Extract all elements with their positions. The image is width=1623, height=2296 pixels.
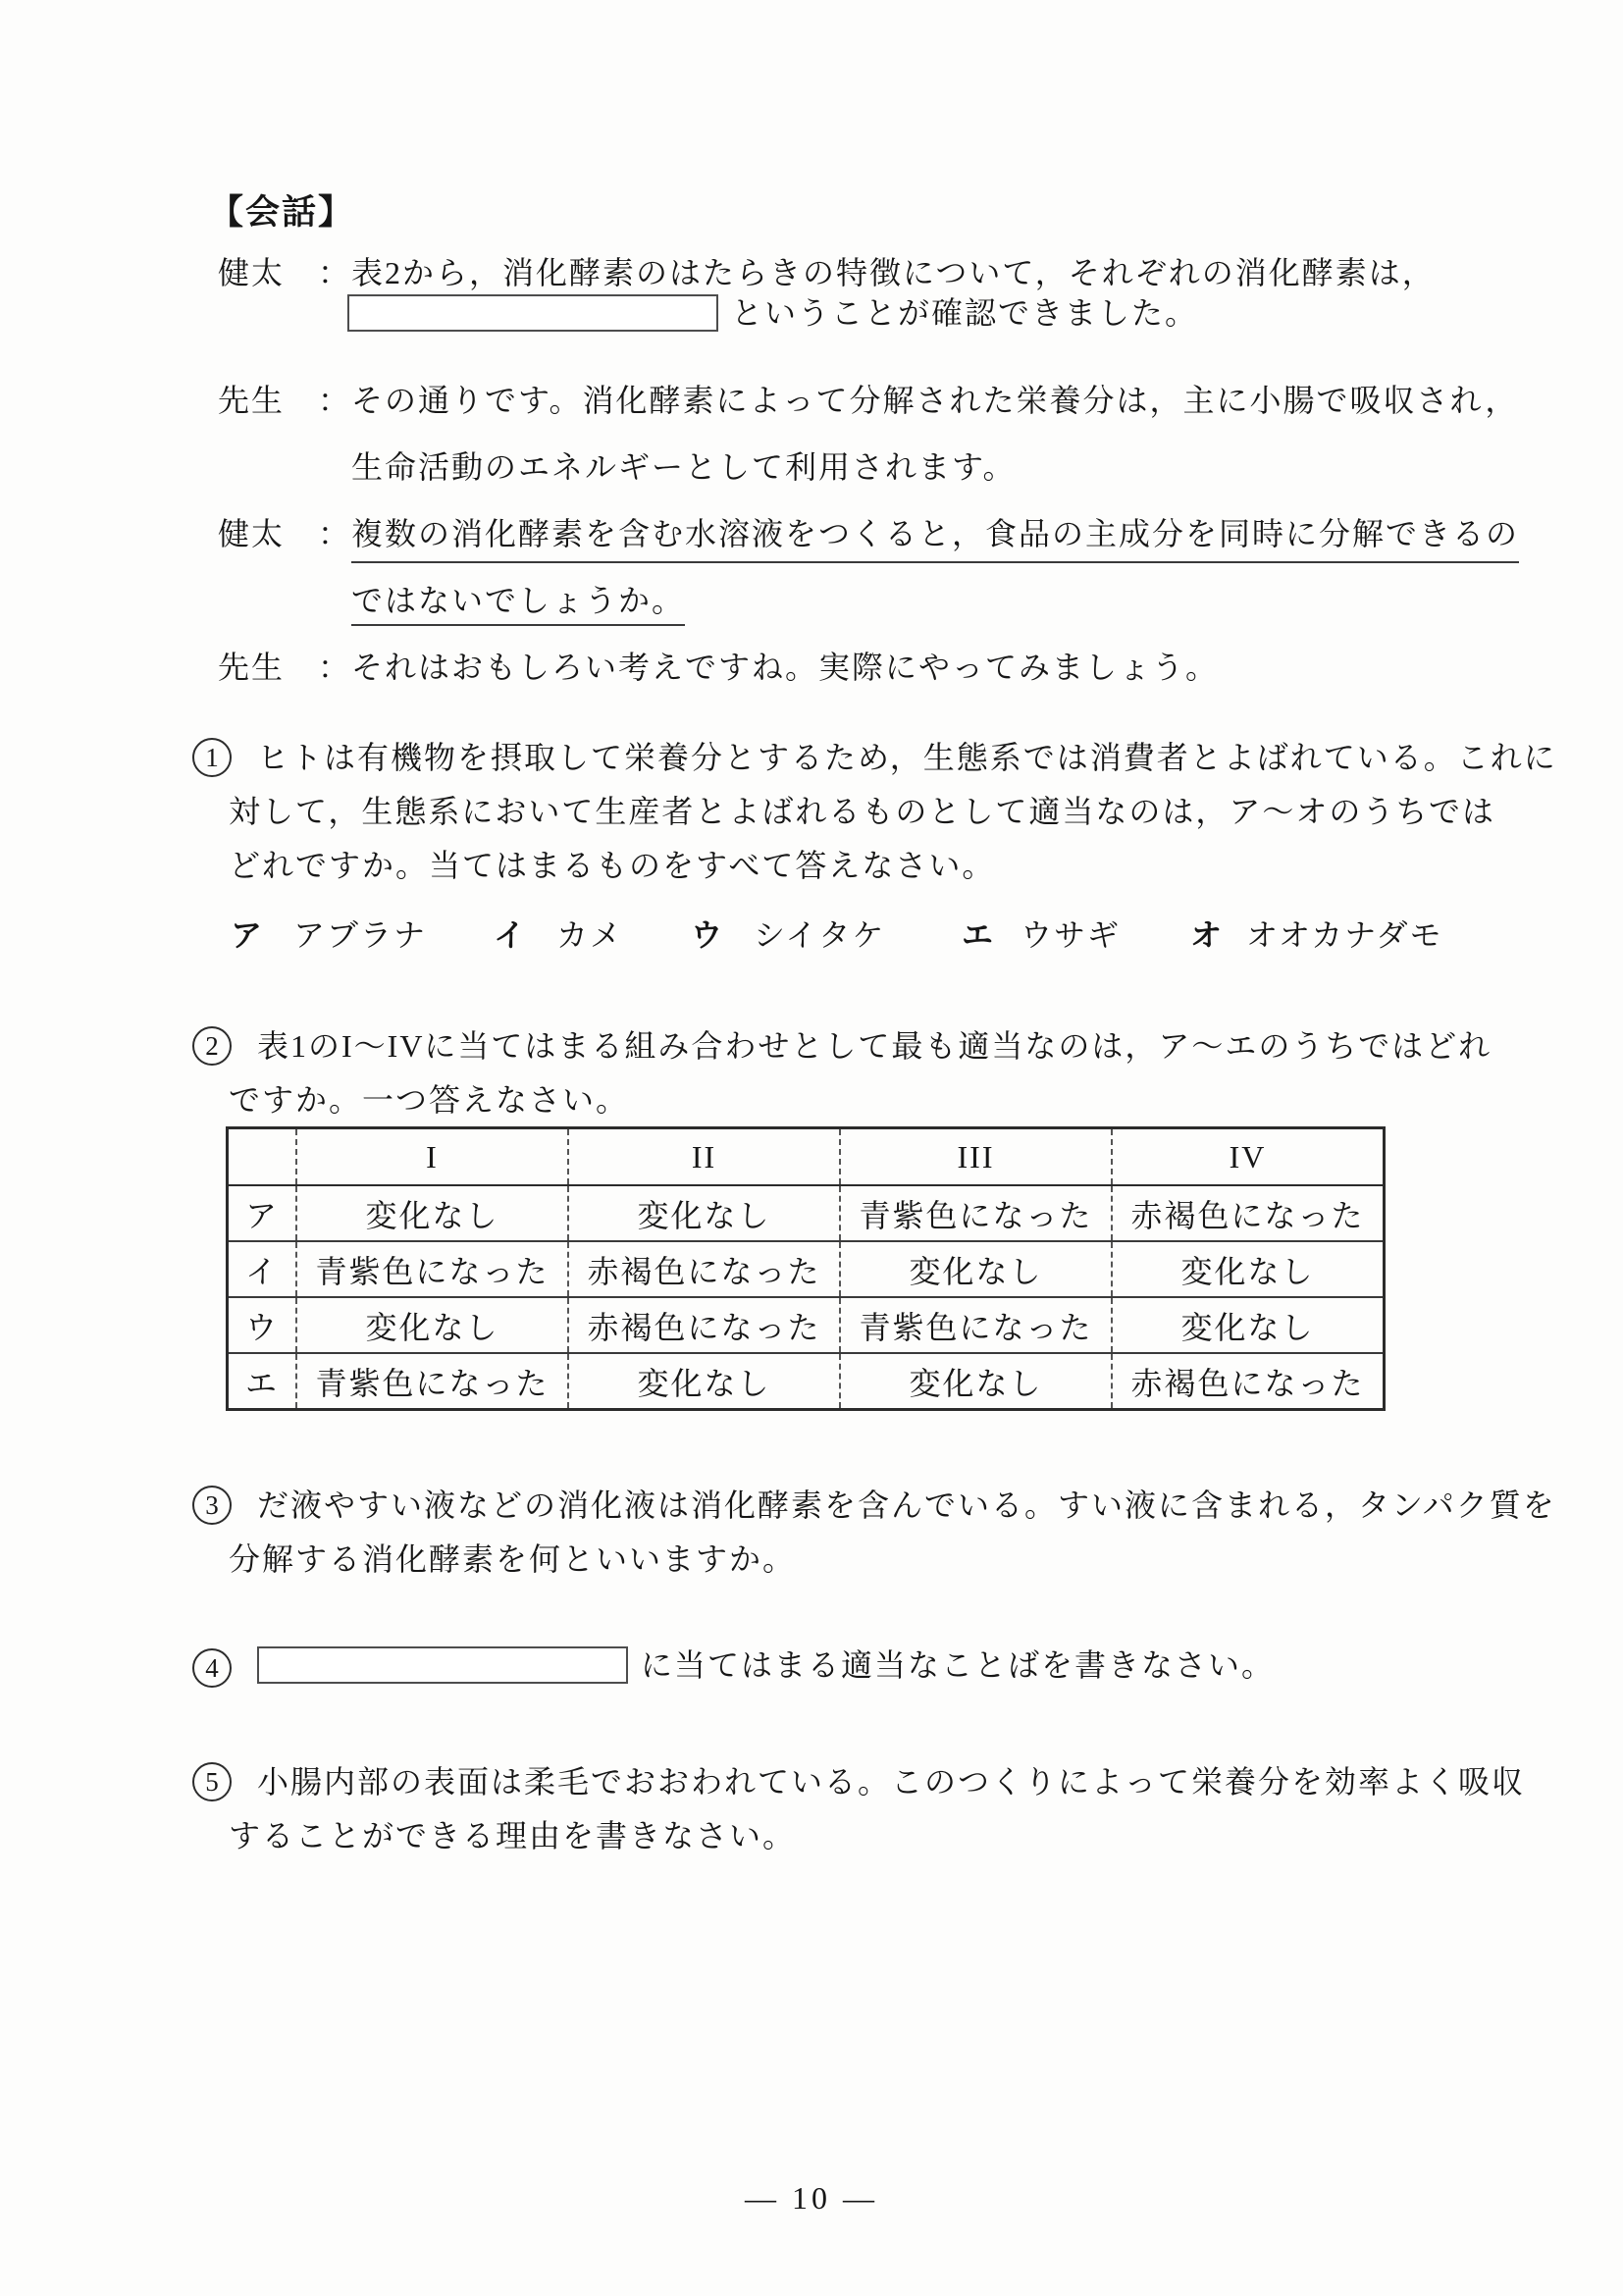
dialogue-continuation: 生命活動のエネルギーとして利用されます。 (351, 449, 1017, 485)
question-number: 4 (192, 1648, 232, 1688)
table-row-label: イ (228, 1241, 297, 1297)
page-number: — 10 — (745, 2180, 878, 2216)
choice-label: イ (494, 917, 528, 953)
question-text: どれですか。当てはまるものをすべて答えなさい。 (229, 848, 996, 883)
speaker-colon: ： (318, 383, 352, 418)
table-cell: 変化なし (568, 1353, 840, 1410)
table-cell: 変化なし (568, 1185, 840, 1241)
speaker-colon: ： (318, 650, 352, 685)
table-cell: 変化なし (1112, 1241, 1385, 1297)
q4-box-line (257, 1643, 1275, 1688)
table-col-header: I (296, 1128, 568, 1186)
table-cell: 青紫色になった (840, 1297, 1112, 1353)
table-col-header: II (568, 1128, 840, 1186)
speaker-colon: ： (318, 255, 352, 290)
table-row-label: ア (228, 1185, 297, 1241)
choice-label: ア (231, 917, 265, 953)
question-text: 分解する消化酵素を何といいますか。 (229, 1541, 797, 1577)
question-text: 対して，生態系において生産者とよばれるものとして適当なのは，ア～オのうちでは (229, 794, 1496, 829)
question-text: することができる理由を書きなさい。 (229, 1818, 797, 1853)
table-cell: 変化なし (1112, 1297, 1385, 1353)
table-header-row (228, 1128, 1385, 1186)
table-cell: 変化なし (296, 1185, 568, 1241)
speaker-name: 先生 (218, 650, 286, 685)
dialogue-continuation (351, 579, 685, 622)
dialogue-turn (218, 646, 1219, 689)
table-cell: 青紫色になった (296, 1353, 568, 1410)
answer-blank-box (257, 1646, 628, 1684)
table-row (228, 1297, 1385, 1353)
question-number: 3 (192, 1486, 232, 1525)
table-cell: 赤褐色になった (568, 1297, 840, 1353)
choice-text: オオカナダモ (1246, 917, 1443, 953)
dialogue-text: ということが確認できました。 (731, 295, 1199, 331)
speaker-colon: ： (318, 516, 352, 551)
dialogue-turn (218, 251, 1436, 294)
table-cell: 赤褐色になった (1112, 1353, 1385, 1410)
choice-text: アブラナ (293, 917, 428, 953)
question-number: 5 (192, 1762, 232, 1801)
question-text: 小腸内部の表面は柔毛でおおわれている。このつくりによって栄養分を効率よく吸収 (257, 1764, 1526, 1800)
table-row (228, 1241, 1385, 1297)
table-row-label: ウ (228, 1297, 297, 1353)
choice-label: オ (1190, 917, 1225, 953)
table-row-label: エ (228, 1353, 297, 1410)
table-cell: 変化なし (840, 1353, 1112, 1410)
choice-text: シイタケ (754, 917, 886, 953)
dialogue-turn (218, 379, 1518, 422)
table-cell: 変化なし (296, 1297, 568, 1353)
dialogue-text: 表2から，消化酵素のはたらきの特徴について，それぞれの消化酵素は， (351, 255, 1436, 290)
question-text: ヒトは有機物を摂取して栄養分とするため，生態系では消費者とよばれている。これに (257, 740, 1557, 775)
question-number: 2 (192, 1026, 232, 1066)
question-text: に当てはまる適当なことばを書きなさい。 (641, 1647, 1276, 1683)
table-cell: 赤褐色になった (568, 1241, 840, 1297)
choice-text: カメ (556, 917, 624, 953)
table-cell: 青紫色になった (296, 1241, 568, 1297)
choice-label: エ (962, 917, 996, 953)
choice-text: ウサギ (1021, 917, 1122, 953)
table-col-header: IV (1112, 1128, 1385, 1186)
table-cell: 青紫色になった (840, 1185, 1112, 1241)
question-text: 表1のI～IVに当てはまる組み合わせとして最も適当なのは，ア～エのうちではどれ (257, 1028, 1492, 1064)
table-cell: 赤褐色になった (1112, 1185, 1385, 1241)
speaker-name: 健太 (218, 255, 286, 290)
table-row (228, 1185, 1385, 1241)
dialogue-text-underlined: ではないでしょうか。 (351, 583, 685, 626)
dialogue-box-line (347, 290, 1198, 336)
table-col-header: III (840, 1128, 1112, 1186)
answer-combination-table (226, 1126, 1386, 1411)
conversation-heading: 【会話】 (209, 193, 355, 232)
choice-label: ウ (691, 917, 725, 953)
question-text: ですか。一つ答えなさい。 (229, 1082, 630, 1118)
speaker-name: 先生 (218, 383, 286, 418)
dialogue-turn (218, 512, 1519, 563)
dialogue-text: その通りです。消化酵素によって分解された栄養分は，主に小腸で吸収され， (351, 383, 1519, 418)
question-number: 1 (192, 738, 232, 777)
speaker-name: 健太 (218, 516, 286, 551)
dialogue-text-underlined: 複数の消化酵素を含む水溶液をつくると，食品の主成分を同時に分解できるの (351, 512, 1519, 563)
table-corner-cell (228, 1128, 297, 1186)
answer-blank-box (347, 294, 718, 332)
dialogue-text: それはおもしろい考えですね。実際にやってみましょう。 (351, 650, 1220, 685)
table-row (228, 1353, 1385, 1410)
question-text: だ液やすい液などの消化液は消化酵素を含んでいる。すい液に含まれる，タンパク質を (257, 1487, 1556, 1523)
table-cell: 変化なし (840, 1241, 1112, 1297)
